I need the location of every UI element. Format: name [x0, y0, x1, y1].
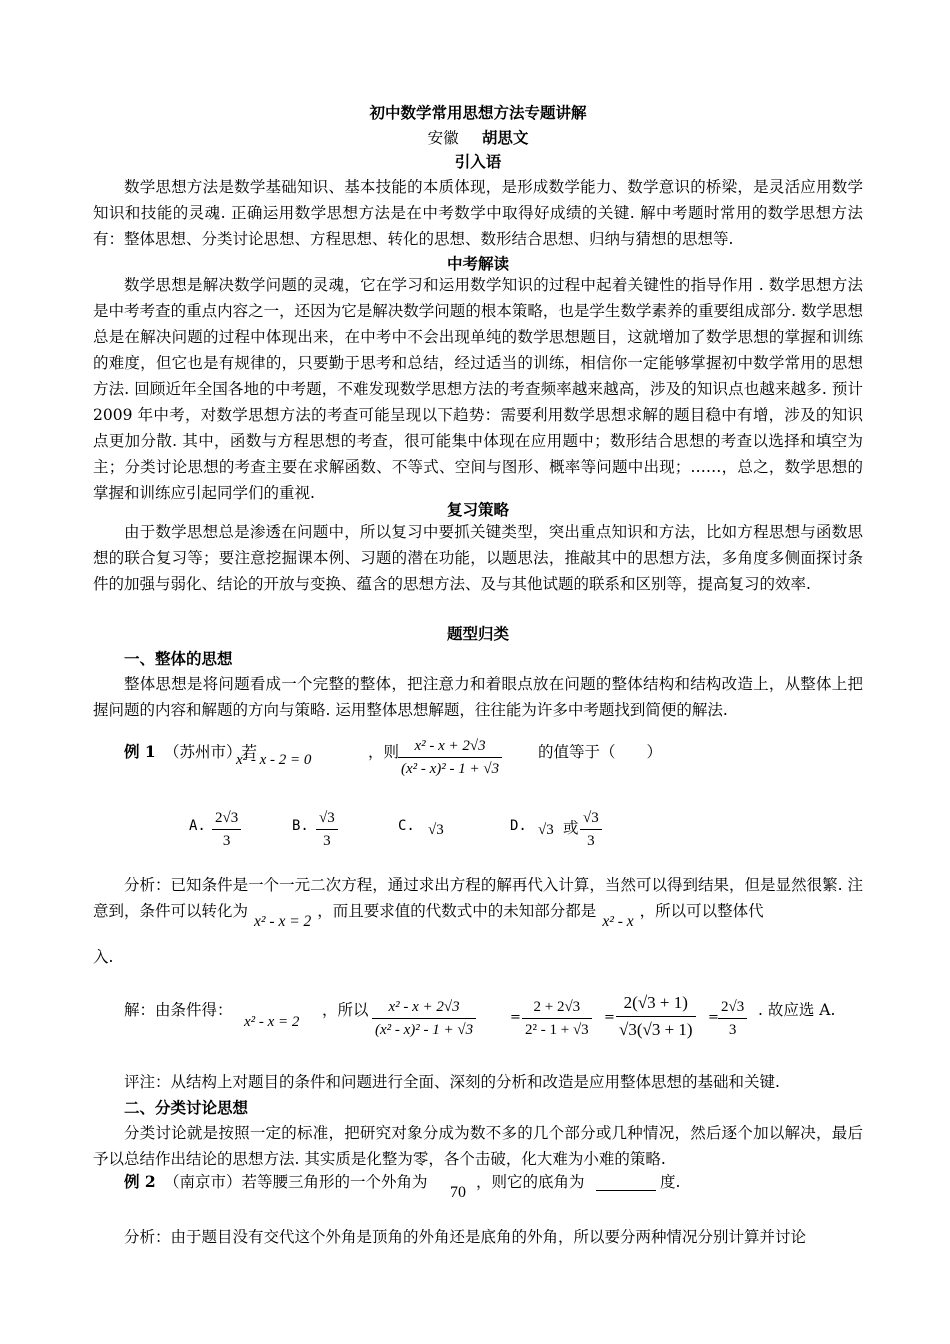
solution-f2-denominator: 2² - 1 + √3 [525, 1022, 589, 1038]
solution-end: . 故应选 A. [758, 1001, 836, 1019]
solution-fraction-3 [616, 990, 696, 1043]
equals-sign-2: = [604, 1010, 615, 1025]
intro-heading: 引入语 [454, 152, 502, 171]
example2-angle: 70 [450, 1184, 466, 1201]
example2-text2: ，则它的底角为 [476, 1173, 585, 1191]
option-d-value: √3 [538, 822, 554, 838]
example1-question: 的值等于（ ） [538, 743, 663, 761]
review-paragraph: 由于数学思想总是渗透在问题中，所以复习中要抓关键类型，突出重点知识和方法，比如方程思想与函数思想的联合复习等；要注意挖掘课本例、习题的潜在功能，以题思法，推敲其中的思想方法，多角度多侧面探讨条件的加强与弱化、结论的开放与变换、蕴含的思想方法、及与其他试题的联系和区别等，提高复习的效率. [93, 523, 863, 593]
example1-then: ，则 [368, 743, 400, 761]
equals-sign-1: = [510, 1010, 521, 1025]
option-a-value [212, 807, 241, 852]
solution-f1-denominator: (x² - x)² - 1 + √3 [375, 1022, 474, 1038]
option-b-value [316, 807, 338, 852]
example1-condition: x² - x - 2 = 0 [236, 752, 312, 768]
analysis-equation: x² - x = 2 [254, 913, 312, 930]
solution-f3-denominator: √3(√3 + 1) [619, 1020, 693, 1039]
solution-so: ，所以 [322, 1001, 369, 1019]
document-title: 初中数学常用思想方法专题讲解 [369, 103, 587, 122]
equals-sign-3: = [708, 1010, 719, 1025]
solution-fraction-2 [522, 996, 592, 1041]
example2-label: 例 2 [124, 1172, 156, 1191]
option-c-value: √3 [428, 822, 444, 838]
option-a-label: A. [189, 818, 206, 834]
option-b-label: B. [292, 818, 309, 834]
example2-text: （南京市）若等腰三角形的一个外角为 [164, 1173, 428, 1191]
option-b-denominator: 3 [323, 833, 331, 849]
analysis-text-4: 入. [93, 948, 114, 966]
answer-blank [596, 1176, 656, 1191]
types-heading: 题型归类 [446, 624, 509, 643]
comment-text: 评注：从结构上对题目的条件和问题进行全面、深刻的分析和改造是应用整体思想的基础和关键. [124, 1073, 780, 1091]
option-d-or: 或 [563, 819, 579, 837]
example1-expr-numerator: x² - x + 2√3 [398, 735, 502, 758]
review-heading: 复习策略 [446, 500, 509, 519]
example1-expression [398, 735, 502, 780]
solution-prefix: 解：由条件得： [124, 1001, 233, 1019]
solution-condition: x² - x = 2 [244, 1014, 300, 1030]
section2-paragraph: 分类讨论就是按照一定的标准，把研究对象分成为数不多的几个部分或几种情况，然后逐个加以解决，最后予以总结作出结论的思想方法. 其实质是化整为零，各个击破，化大难为小难的策略. [93, 1124, 863, 1168]
author-name: 胡思文 [481, 128, 529, 147]
solution-fraction-4 [718, 996, 747, 1041]
option-d-label: D. [510, 818, 527, 834]
exam-paragraph: 数学思想是解决数学问题的灵魂，它在学习和运用数学知识的过程中起着关键性的指导作用 . 数学思想方法是中考考查的重点内容之一，还因为它是解决数学问题的根本策略，也是学生数学素养的重要组成部分. 数学思想总是在解决问题的过程中体现出来，在中考中不会出现单纯的数学思想题目，这就增加了数学思想的掌握和训练的难度，但它也是有规律的，只要勤于思考和总结，经过适当的训练，相信你一定能够掌握初中数学常用的思想方法. 回顾近年全国各地的中考题，不难发现数学思想方法的考查频率越来越高，涉及的知识点也越来越多. 预计 2009 年中考，对数学思想方法的考查可能呈现以下趋势：需要利用数学思想求解的题目稳中有增，涉及的知识点更加分散. 其中，函数与方程思想的考查，很可能集中体现在应用题中；数形结合思想的考查以选择和填空为主；分类讨论思想的考查主要在求解函数、不等式、空间与图形、概率等问题中出现；……，总之，数学思想的掌握和训练应引起同学们的重视. [93, 276, 863, 502]
analysis-text-3: ，所以可以整体代 [639, 902, 764, 920]
example1-expr-denominator: (x² - x)² - 1 + √3 [401, 761, 500, 777]
section1-heading: 一、整体的思想 [124, 649, 233, 668]
section2-analysis: 分析：由于题目没有交代这个外角是顶角的外角还是底角的外角，所以要分两种情况分别计算并讨论 [124, 1228, 807, 1246]
option-d-fraction [580, 807, 602, 852]
intro-paragraph: 数学思想方法是数学基础知识、基本技能的本质体现，是形成数学能力、数学意识的桥梁，是灵活应用数学知识和技能的灵魂. 正确运用数学思想方法是在中考数学中取得好成绩的关键. 解中考题时常用的数学思想方法有：整体思想、分类讨论思想、方程思想、转化的思想、数形结合思想、归纳与猜想的思想等. [93, 178, 863, 248]
example1-label: 例 1 [124, 742, 156, 761]
option-a-denominator: 3 [222, 833, 231, 849]
analysis-text-2: ，而且要求值的代数式中的未知部分都是 [317, 902, 597, 920]
option-c-label: C. [398, 818, 415, 834]
solution-f3-numerator: 2(√3 + 1) [616, 990, 696, 1017]
analysis-text-1: 分析：已知条件是一个一元二次方程，通过求出方程的解再代入计算，当然可以得到结果，但是显然很繁. 注意到，条件可以转化为 [93, 876, 863, 920]
analysis-paragraph [93, 872, 863, 930]
exam-heading: 中考解读 [446, 254, 509, 273]
option-a-numerator: 2√3 [212, 807, 241, 830]
section2-heading: 二、分类讨论思想 [124, 1098, 249, 1117]
option-b-numerator: √3 [316, 807, 338, 830]
section1-paragraph: 整体思想是将问题看成一个完整的整体，把注意力和着眼点放在问题的整体结构和结构改造上，从整体上把握问题的内容和解题的方向与策略. 运用整体思想解题，往往能为许多中考题找到简便的解法. [93, 675, 863, 719]
example1-source: （苏州市）若 [164, 743, 258, 761]
solution-f4-numerator: 2√3 [718, 996, 747, 1019]
author-region: 安徽 [427, 129, 459, 147]
solution-fraction-1 [372, 996, 476, 1041]
author-line [93, 126, 863, 150]
solution-f2-numerator: 2 + 2√3 [522, 996, 592, 1019]
analysis-part: x² - x [602, 913, 634, 930]
option-d-denominator: 3 [587, 833, 595, 849]
option-d-numerator: √3 [580, 807, 602, 830]
example2-unit: 度. [660, 1173, 681, 1191]
solution-f4-denominator: 3 [728, 1022, 737, 1038]
solution-f1-numerator: x² - x + 2√3 [372, 996, 476, 1019]
